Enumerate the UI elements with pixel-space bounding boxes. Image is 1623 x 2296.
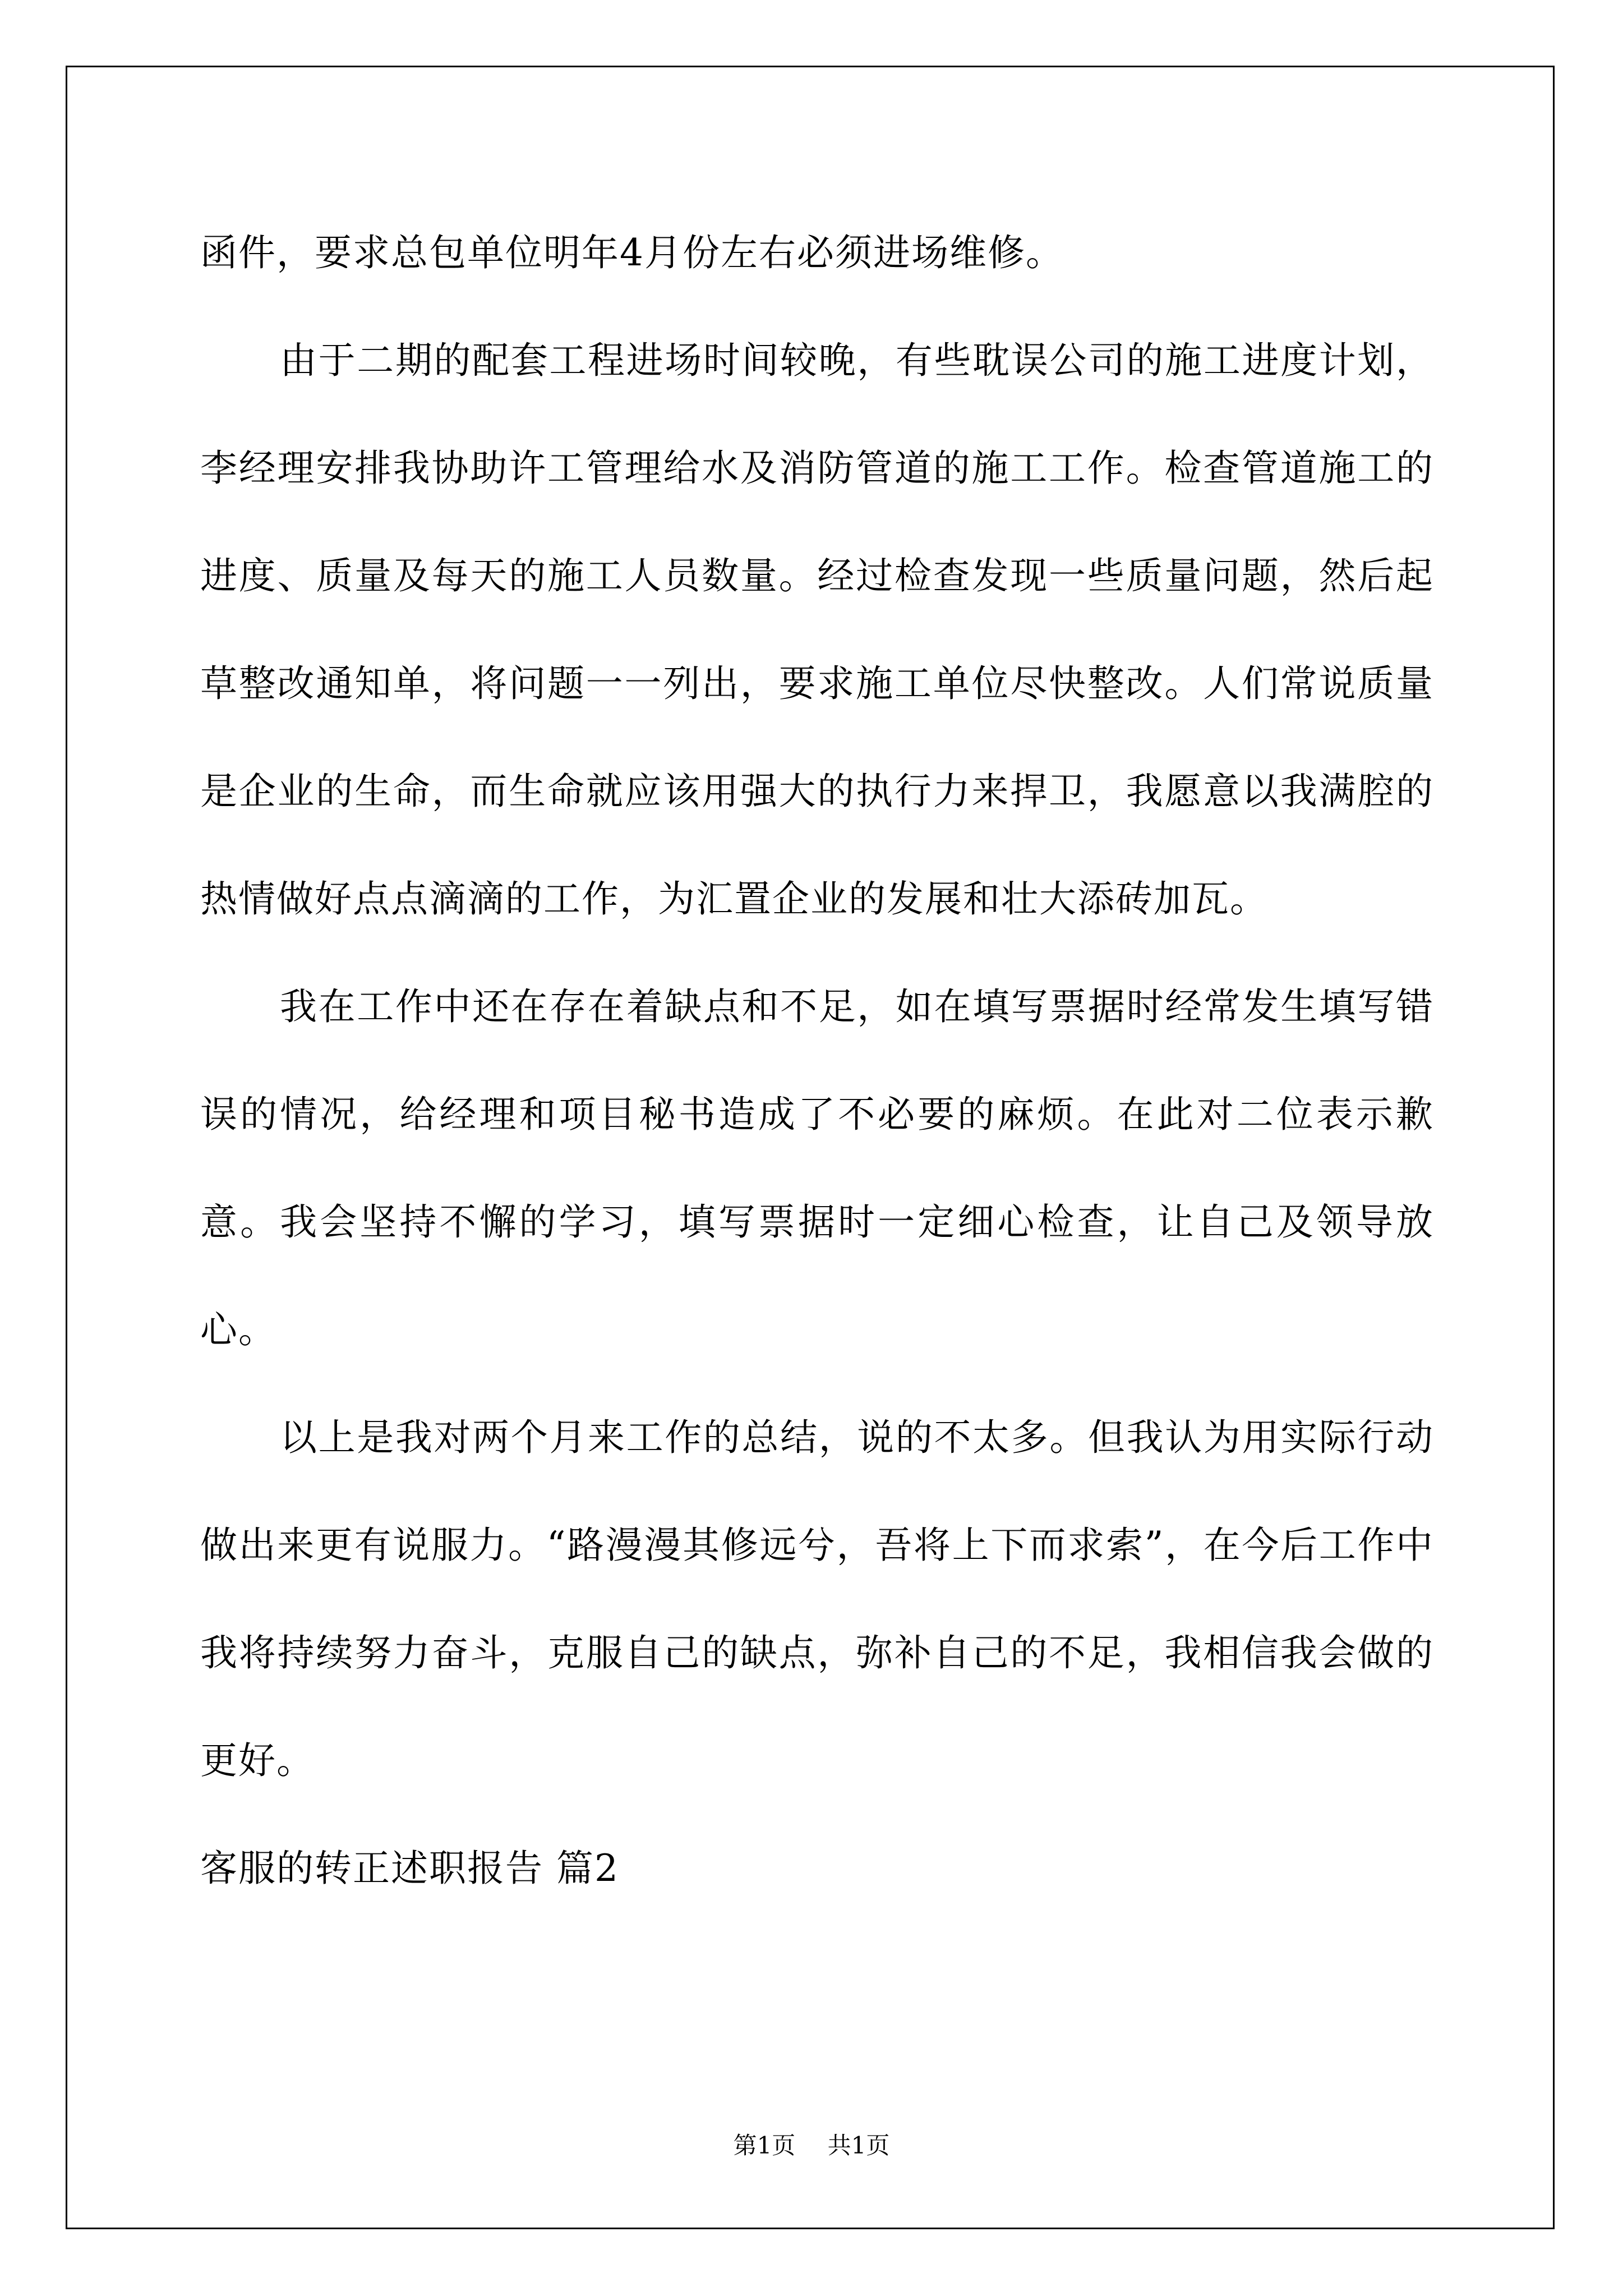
page-number: 第1页 — [733, 2132, 796, 2159]
paragraph-3: 我在工作中还在存在着缺点和不足，如在填写票据时经常发生填写错误的情况，给经理和项目秘书造成了不必要的麻烦。在此对二位表示歉意。我会坚持不懈的学习，填写票据时一定细心检查，让自己及领导放心。 — [200, 985, 1434, 1351]
section-title: 客服的转正述职报告 篇2 — [200, 1847, 619, 1890]
document-body — [200, 199, 1434, 1922]
paragraph-4: 以上是我对两个月来工作的总结，说的不太多。但我认为用实际行动做出来更有说服力。“路漫漫其修远兮，吾将上下而求索”，在今后工作中我将持续努力奋斗，克服自己的缺点，弥补自己的不足，我相信我会做的更好。 — [200, 1416, 1434, 1782]
paragraph-1: 函件，要求总包单位明年4月份左右必须进场维修。 — [200, 231, 1064, 274]
paragraph-2: 由于二期的配套工程进场时间较晚，有些耽误公司的施工进度计划，李经理安排我协助许工管理给水及消防管道的施工工作。检查管道施工的进度、质量及每天的施工人员数量。经过检查发现一些质量问题，然后起草整改通知单，将问题一一列出，要求施工单位尽快整改。人们常说质量是企业的生命，而生命就应该用强大的执行力来捍卫，我愿意以我满腔的热情做好点点滴滴的工作，为汇置企业的发展和壮大添砖加瓦。 — [200, 339, 1434, 921]
page-total: 共1页 — [827, 2132, 890, 2159]
page-footer — [0, 2129, 1623, 2162]
